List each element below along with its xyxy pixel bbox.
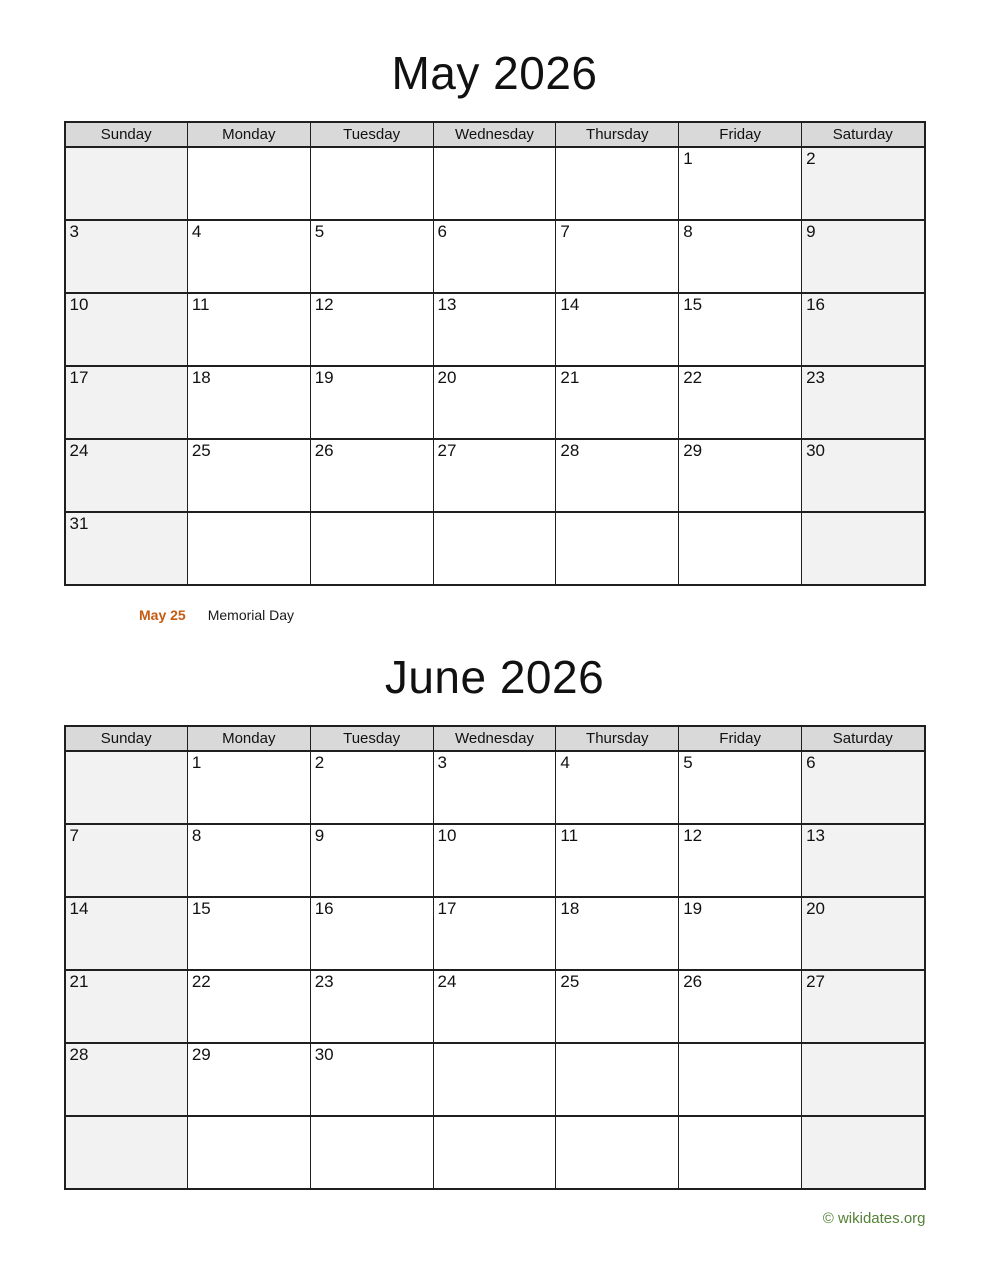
month-title-june: June 2026: [384, 651, 605, 704]
day-cell-9: 9: [310, 824, 433, 897]
holiday-list-may: [0, 606, 989, 624]
empty-day-cell: [433, 147, 556, 220]
week-row: [65, 1116, 925, 1189]
day-cell-1: 1: [679, 147, 802, 220]
empty-day-cell: [187, 1116, 310, 1189]
day-cell-13: 13: [802, 824, 925, 897]
day-cell-18: 18: [187, 366, 310, 439]
day-cell-2: 2: [310, 751, 433, 824]
week-row: [65, 1043, 925, 1116]
week-row: [65, 512, 925, 585]
holiday-date: May 25: [139, 607, 186, 624]
day-cell-29: 29: [187, 1043, 310, 1116]
day-header-thursday: Thursday: [556, 726, 679, 751]
day-cell-8: 8: [187, 824, 310, 897]
day-header-sunday: Sunday: [65, 726, 188, 751]
day-cell-7: 7: [65, 824, 188, 897]
empty-day-cell: [187, 512, 310, 585]
week-row: [65, 439, 925, 512]
day-cell-15: 15: [187, 897, 310, 970]
holiday-line: [0, 606, 989, 624]
day-cell-24: 24: [433, 970, 556, 1043]
empty-day-cell: [65, 751, 188, 824]
calendar-wrapper-june: [64, 725, 926, 1190]
day-cell-25: 25: [556, 970, 679, 1043]
day-cell-3: 3: [433, 751, 556, 824]
day-cell-17: 17: [65, 366, 188, 439]
day-header-tuesday: Tuesday: [310, 122, 433, 147]
empty-day-cell: [65, 1116, 188, 1189]
day-cell-12: 12: [679, 824, 802, 897]
day-header-thursday: Thursday: [556, 122, 679, 147]
empty-day-cell: [187, 147, 310, 220]
day-header-wednesday: Wednesday: [433, 726, 556, 751]
day-cell-10: 10: [65, 293, 188, 366]
day-cell-8: 8: [679, 220, 802, 293]
day-cell-4: 4: [187, 220, 310, 293]
day-cell-18: 18: [556, 897, 679, 970]
day-cell-19: 19: [679, 897, 802, 970]
day-cell-29: 29: [679, 439, 802, 512]
week-row: [65, 897, 925, 970]
day-cell-26: 26: [310, 439, 433, 512]
empty-day-cell: [65, 147, 188, 220]
day-cell-13: 13: [433, 293, 556, 366]
month-section-june: [0, 650, 989, 1190]
day-header-friday: Friday: [679, 122, 802, 147]
day-header-saturday: Saturday: [802, 122, 925, 147]
footer: [64, 1210, 926, 1257]
day-cell-14: 14: [556, 293, 679, 366]
day-cell-24: 24: [65, 439, 188, 512]
day-cell-27: 27: [802, 970, 925, 1043]
empty-day-cell: [433, 1043, 556, 1116]
day-cell-16: 16: [802, 293, 925, 366]
day-cell-6: 6: [433, 220, 556, 293]
day-cell-12: 12: [310, 293, 433, 366]
day-cell-30: 30: [310, 1043, 433, 1116]
copyright-link[interactable]: © wikidates.org: [822, 1210, 926, 1228]
calendar-table-june: [64, 725, 926, 1190]
day-cell-22: 22: [187, 970, 310, 1043]
day-cell-21: 21: [65, 970, 188, 1043]
day-cell-3: 3: [65, 220, 188, 293]
empty-day-cell: [802, 1116, 925, 1189]
day-cell-2: 2: [802, 147, 925, 220]
week-row: [65, 220, 925, 293]
day-cell-14: 14: [65, 897, 188, 970]
week-row: [65, 751, 925, 824]
day-header-sunday: Sunday: [65, 122, 188, 147]
day-header-row: [65, 726, 925, 751]
day-cell-20: 20: [433, 366, 556, 439]
day-cell-27: 27: [433, 439, 556, 512]
day-cell-9: 9: [802, 220, 925, 293]
day-header-monday: Monday: [187, 726, 310, 751]
empty-day-cell: [556, 1043, 679, 1116]
day-header-saturday: Saturday: [802, 726, 925, 751]
day-cell-15: 15: [679, 293, 802, 366]
day-cell-7: 7: [556, 220, 679, 293]
empty-day-cell: [679, 1043, 802, 1116]
empty-day-cell: [556, 512, 679, 585]
day-cell-19: 19: [310, 366, 433, 439]
week-row: [65, 366, 925, 439]
day-cell-4: 4: [556, 751, 679, 824]
day-cell-23: 23: [310, 970, 433, 1043]
day-cell-1: 1: [187, 751, 310, 824]
empty-day-cell: [679, 1116, 802, 1189]
day-cell-10: 10: [433, 824, 556, 897]
empty-day-cell: [556, 147, 679, 220]
day-header-friday: Friday: [679, 726, 802, 751]
empty-day-cell: [433, 1116, 556, 1189]
day-cell-16: 16: [310, 897, 433, 970]
holiday-name: Memorial Day: [207, 607, 295, 624]
empty-day-cell: [556, 1116, 679, 1189]
week-row: [65, 970, 925, 1043]
day-cell-28: 28: [556, 439, 679, 512]
day-cell-17: 17: [433, 897, 556, 970]
day-cell-28: 28: [65, 1043, 188, 1116]
day-cell-23: 23: [802, 366, 925, 439]
day-cell-5: 5: [679, 751, 802, 824]
day-cell-25: 25: [187, 439, 310, 512]
day-cell-6: 6: [802, 751, 925, 824]
day-cell-20: 20: [802, 897, 925, 970]
week-row: [65, 824, 925, 897]
day-cell-21: 21: [556, 366, 679, 439]
empty-day-cell: [310, 1116, 433, 1189]
day-cell-31: 31: [65, 512, 188, 585]
day-cell-26: 26: [679, 970, 802, 1043]
day-cell-11: 11: [556, 824, 679, 897]
empty-day-cell: [310, 147, 433, 220]
empty-day-cell: [802, 1043, 925, 1116]
day-cell-11: 11: [187, 293, 310, 366]
day-header-monday: Monday: [187, 122, 310, 147]
week-row: [65, 147, 925, 220]
calendar-table-may: [64, 121, 926, 586]
day-cell-30: 30: [802, 439, 925, 512]
day-cell-22: 22: [679, 366, 802, 439]
month-section-may: [0, 46, 989, 624]
empty-day-cell: [310, 512, 433, 585]
calendar-wrapper-may: [64, 121, 926, 586]
empty-day-cell: [433, 512, 556, 585]
day-header-wednesday: Wednesday: [433, 122, 556, 147]
day-header-row: [65, 122, 925, 147]
day-header-tuesday: Tuesday: [310, 726, 433, 751]
empty-day-cell: [802, 512, 925, 585]
month-title-may: May 2026: [391, 47, 598, 99]
day-cell-5: 5: [310, 220, 433, 293]
empty-day-cell: [679, 512, 802, 585]
week-row: [65, 293, 925, 366]
